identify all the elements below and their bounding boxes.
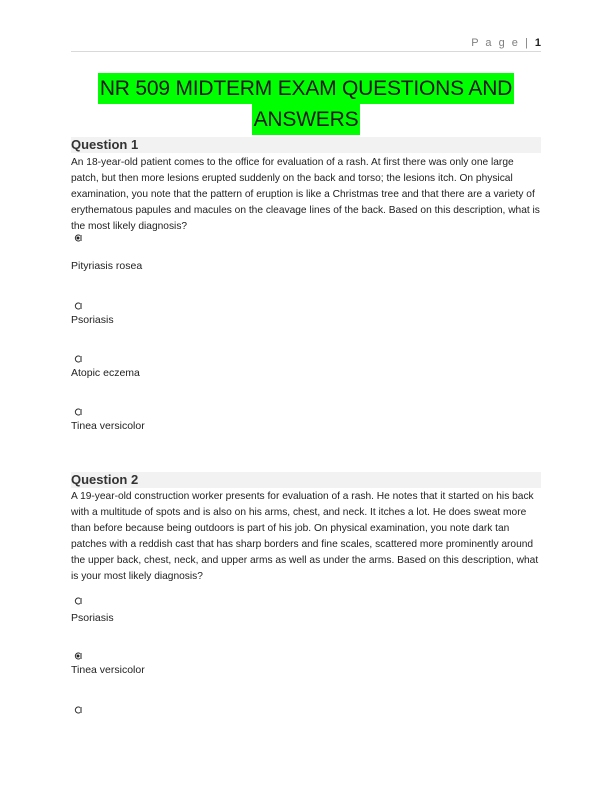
answer-option[interactable]: Tinea versicolor	[71, 664, 145, 676]
page-number	[471, 37, 541, 49]
document-title	[71, 73, 541, 135]
radio-button-icon[interactable]	[74, 302, 82, 310]
question-text: A 19-year-old construction worker presents for evaluation of a rash. He notes that it started on his back with a multitude of spots and is also on his arms, chest, and neck. It itches a lot. He does sweat more than before because being outdoors is part of his job. On physical examination, you note dark tan patches with a reddish cast that has sharp borders and fine scales, scattered more prominently around the upper back, chest, neck, and upper arms as well as under the arms. Based on this description, what is your most likely diagnosis?	[71, 491, 539, 582]
answer-option[interactable]: Atopic eczema	[71, 367, 140, 379]
header-rule	[71, 51, 541, 52]
title-line-2: ANSWERS	[252, 104, 361, 135]
answer-option[interactable]: Psoriasis	[71, 612, 114, 624]
page-label: P a g e |	[471, 37, 530, 49]
answer-option[interactable]: Pityriasis rosea	[71, 260, 143, 272]
radio-button-icon[interactable]	[74, 706, 82, 714]
question-heading: Question 2	[71, 472, 541, 488]
radio-button-selected-icon[interactable]	[74, 652, 82, 660]
page-number-value: 1	[534, 37, 541, 49]
answer-option[interactable]: Psoriasis	[71, 314, 114, 326]
radio-button-icon[interactable]	[74, 597, 82, 605]
radio-button-selected-icon[interactable]	[74, 234, 82, 242]
radio-button-icon[interactable]	[74, 355, 82, 363]
question-heading: Question 1	[71, 137, 541, 153]
answer-option[interactable]: Tinea versicolor	[71, 420, 145, 432]
question-text: An 18-year-old patient comes to the office for evaluation of a rash. At first there was only one large patch, but then more lesions erupted suddenly on the back and torso; the lesions itch. On physical examination, you note that the pattern of eruption is like a Christmas tree and that there are a variety of erythematous papules and macules on the cleavage lines of the back. Based on this description, what is the most likely diagnosis?	[71, 157, 540, 232]
radio-button-icon[interactable]	[74, 408, 82, 416]
title-line-1: NR 509 MIDTERM EXAM QUESTIONS AND	[98, 73, 514, 104]
